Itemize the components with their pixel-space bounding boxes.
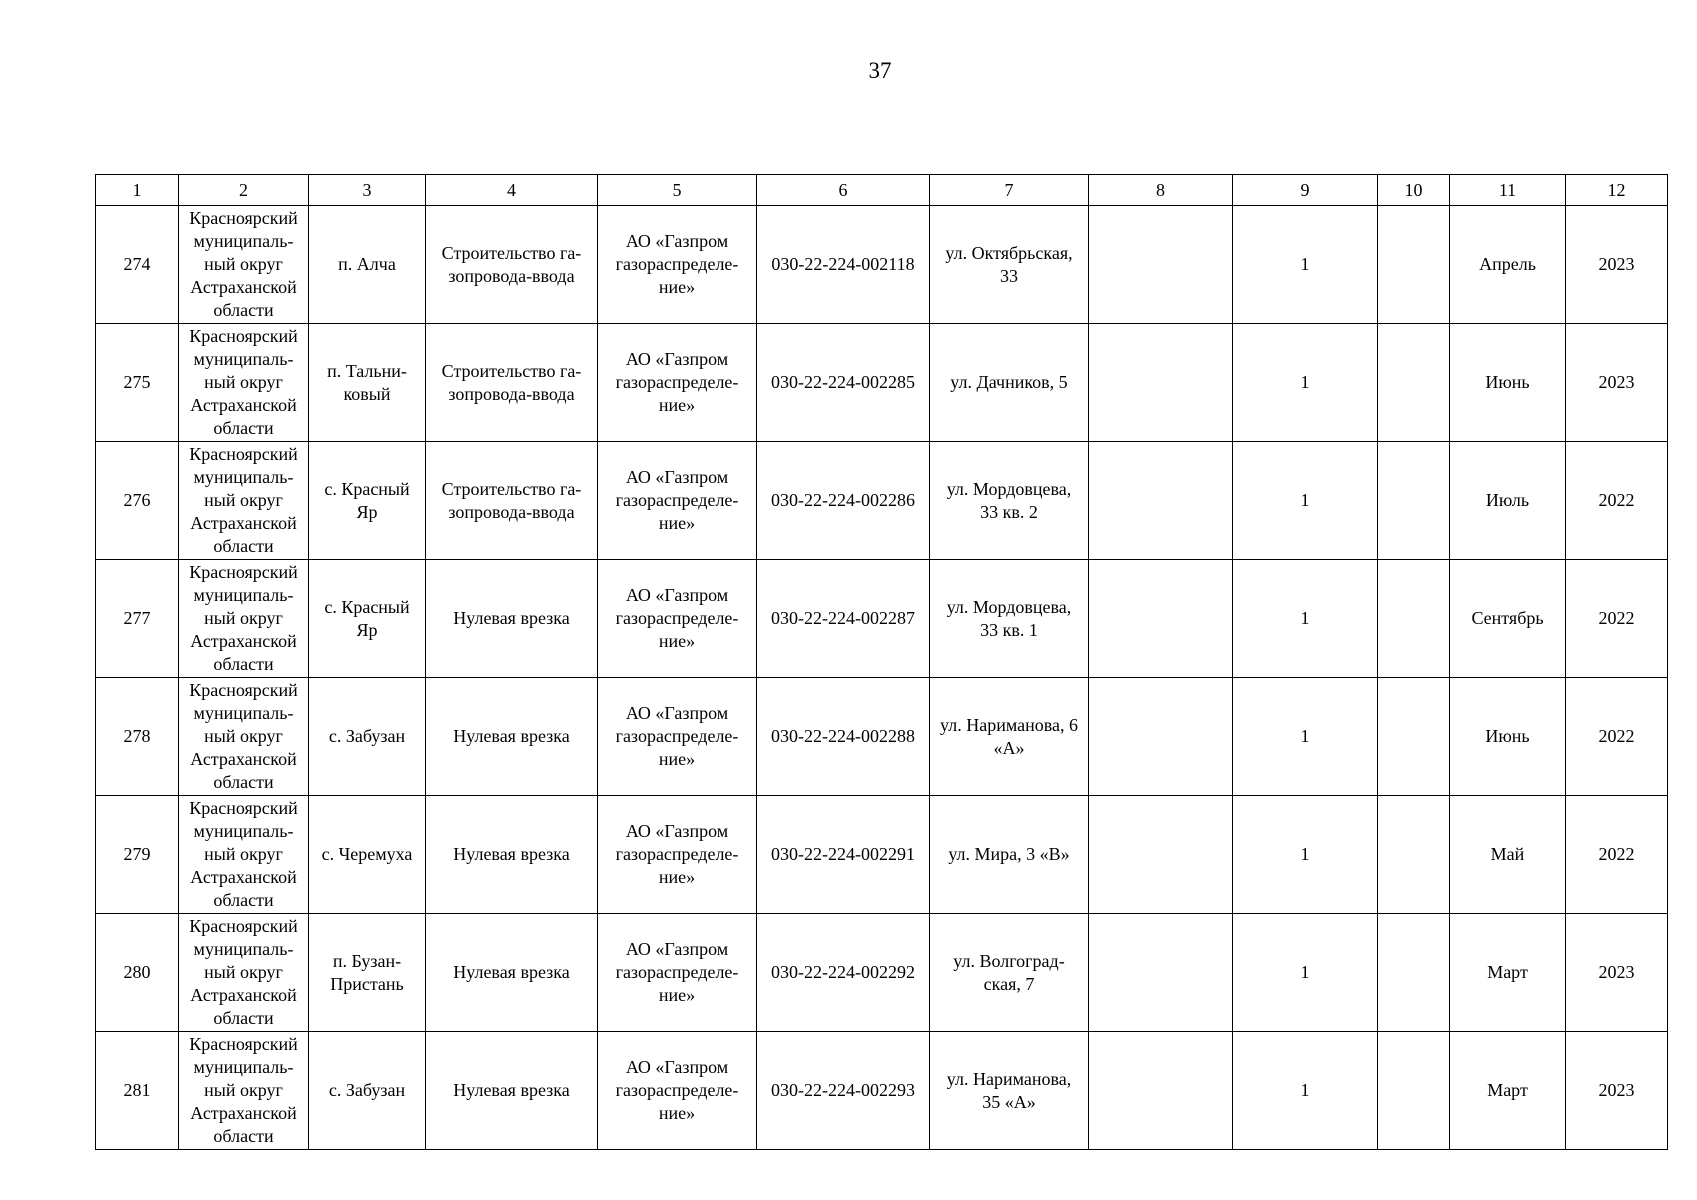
- cell-organization: [598, 442, 757, 560]
- cell-month: [1450, 442, 1566, 560]
- cell-organization: [598, 796, 757, 914]
- cell-organization: [598, 678, 757, 796]
- table-row: [96, 206, 1668, 324]
- header-cell-11: 11: [1450, 175, 1566, 206]
- cell-registry-number: [757, 560, 930, 678]
- cell-text: ул. Мордовцева, 33 кв. 1: [946, 596, 1072, 640]
- cell-text: Апрель: [1479, 254, 1536, 274]
- cell-text: 279: [123, 844, 151, 864]
- page-number: 37: [868, 58, 892, 83]
- cell-text: 030-22-224-002292: [771, 962, 915, 982]
- cell-text: 2022: [1598, 726, 1635, 746]
- cell-year: [1566, 560, 1668, 678]
- cell-settlement: [309, 324, 426, 442]
- cell-year: [1566, 206, 1668, 324]
- cell-quantity: [1233, 1032, 1378, 1150]
- cell-text: Нулевая врезка: [453, 844, 570, 864]
- cell-text: 030-22-224-002285: [771, 372, 915, 392]
- cell-quantity: [1233, 206, 1378, 324]
- cell-text: 2023: [1598, 254, 1635, 274]
- cell-column-8: [1089, 678, 1233, 796]
- cell-municipality: [179, 560, 309, 678]
- cell-quantity: [1233, 914, 1378, 1032]
- header-cell-12: 12: [1566, 175, 1668, 206]
- cell-row-number: [96, 914, 179, 1032]
- cell-registry-number: [757, 796, 930, 914]
- cell-text: ул. Мира, 3 «В»: [948, 844, 1070, 864]
- cell-row-number: [96, 206, 179, 324]
- cell-column-8: [1089, 914, 1233, 1032]
- cell-text: Сентябрь: [1471, 608, 1544, 628]
- cell-text: п. Тальни- ковый: [327, 360, 407, 404]
- cell-quantity: [1233, 324, 1378, 442]
- table-row: [96, 560, 1668, 678]
- cell-text: с. Забузан: [328, 726, 406, 746]
- table-row: [96, 796, 1668, 914]
- cell-address: [930, 914, 1089, 1032]
- cell-text: Март: [1487, 962, 1528, 982]
- cell-work-type: [426, 678, 598, 796]
- cell-address: [930, 678, 1089, 796]
- cell-address: [930, 442, 1089, 560]
- cell-month: [1450, 796, 1566, 914]
- cell-text: Июнь: [1485, 372, 1530, 392]
- cell-year: [1566, 914, 1668, 1032]
- cell-row-number: [96, 324, 179, 442]
- header-cell-10: 10: [1378, 175, 1450, 206]
- cell-text: Строительство га- зопровода-ввода: [441, 478, 582, 522]
- cell-text: Красноярский муниципаль- ный округ Астраханской области: [189, 562, 298, 674]
- cell-text: 1: [1300, 254, 1310, 274]
- cell-address: [930, 1032, 1089, 1150]
- cell-address: [930, 796, 1089, 914]
- cell-work-type: [426, 324, 598, 442]
- cell-organization: [598, 324, 757, 442]
- cell-row-number: [96, 1032, 179, 1150]
- cell-row-number: [96, 560, 179, 678]
- cell-text: 2022: [1598, 608, 1635, 628]
- cell-text: Строительство га- зопровода-ввода: [441, 242, 582, 286]
- cell-year: [1566, 796, 1668, 914]
- cell-text: 1: [1300, 372, 1310, 392]
- cell-text: Красноярский муниципаль- ный округ Астраханской области: [189, 680, 298, 792]
- cell-text: 030-22-224-002118: [771, 254, 915, 274]
- cell-municipality: [179, 1032, 309, 1150]
- cell-text: АО «Газпром газораспределе- ние»: [615, 467, 739, 533]
- cell-organization: [598, 914, 757, 1032]
- cell-month: [1450, 324, 1566, 442]
- cell-text: 030-22-224-002287: [771, 608, 915, 628]
- cell-month: [1450, 678, 1566, 796]
- cell-text: Май: [1490, 844, 1525, 864]
- cell-year: [1566, 678, 1668, 796]
- cell-text: с. Красный Яр: [324, 478, 410, 522]
- cell-registry-number: [757, 678, 930, 796]
- cell-text: 276: [123, 490, 151, 510]
- cell-municipality: [179, 324, 309, 442]
- cell-month: [1450, 1032, 1566, 1150]
- cell-column-10: [1378, 1032, 1450, 1150]
- cell-text: 1: [1300, 490, 1310, 510]
- table-row: [96, 442, 1668, 560]
- cell-text: Красноярский муниципаль- ный округ Астраханской области: [189, 208, 298, 320]
- header-row: [96, 175, 1668, 206]
- cell-text: Строительство га- зопровода-ввода: [441, 360, 582, 404]
- cell-municipality: [179, 914, 309, 1032]
- header-cell-9: 9: [1233, 175, 1378, 206]
- cell-column-10: [1378, 796, 1450, 914]
- cell-text: Нулевая врезка: [453, 1080, 570, 1100]
- header-cell-2: 2: [179, 175, 309, 206]
- cell-registry-number: [757, 914, 930, 1032]
- cell-text: 1: [1300, 1080, 1310, 1100]
- cell-text: Красноярский муниципаль- ный округ Астраханской области: [189, 798, 298, 910]
- cell-column-8: [1089, 324, 1233, 442]
- cell-text: 278: [123, 726, 151, 746]
- cell-text: 1: [1300, 844, 1310, 864]
- header-cell-3: 3: [309, 175, 426, 206]
- cell-text: ул. Мордовцева, 33 кв. 2: [946, 478, 1072, 522]
- cell-text: АО «Газпром газораспределе- ние»: [615, 585, 739, 651]
- cell-text: с. Забузан: [328, 1080, 406, 1100]
- cell-text: 2023: [1598, 372, 1635, 392]
- cell-text: 280: [123, 962, 151, 982]
- header-cell-1: 1: [96, 175, 179, 206]
- cell-text: 2022: [1598, 490, 1635, 510]
- cell-text: 274: [123, 254, 151, 274]
- cell-year: [1566, 1032, 1668, 1150]
- cell-settlement: [309, 206, 426, 324]
- cell-text: Нулевая врезка: [453, 608, 570, 628]
- cell-work-type: [426, 914, 598, 1032]
- cell-address: [930, 560, 1089, 678]
- cell-text: ул. Октябрьская, 33: [945, 242, 1073, 286]
- cell-text: Красноярский муниципаль- ный округ Астраханской области: [189, 916, 298, 1028]
- cell-settlement: [309, 1032, 426, 1150]
- cell-registry-number: [757, 442, 930, 560]
- cell-column-8: [1089, 796, 1233, 914]
- cell-text: 1: [1300, 962, 1310, 982]
- cell-organization: [598, 206, 757, 324]
- cell-text: Июнь: [1485, 726, 1530, 746]
- cell-work-type: [426, 206, 598, 324]
- cell-text: с. Красный Яр: [324, 596, 410, 640]
- cell-work-type: [426, 442, 598, 560]
- table-row: [96, 914, 1668, 1032]
- cell-settlement: [309, 678, 426, 796]
- cell-text: 281: [123, 1080, 151, 1100]
- cell-text: АО «Газпром газораспределе- ние»: [615, 821, 739, 887]
- cell-text: Красноярский муниципаль- ный округ Астраханской области: [189, 444, 298, 556]
- data-table: [95, 174, 1668, 1150]
- cell-settlement: [309, 914, 426, 1032]
- header-cell-7: 7: [930, 175, 1089, 206]
- cell-text: Март: [1487, 1080, 1528, 1100]
- cell-text: АО «Газпром газораспределе- ние»: [615, 231, 739, 297]
- cell-settlement: [309, 560, 426, 678]
- cell-text: ул. Волгоград- ская, 7: [953, 950, 1065, 994]
- cell-text: Нулевая врезка: [453, 726, 570, 746]
- cell-quantity: [1233, 560, 1378, 678]
- cell-quantity: [1233, 442, 1378, 560]
- cell-settlement: [309, 442, 426, 560]
- cell-month: [1450, 560, 1566, 678]
- cell-registry-number: [757, 206, 930, 324]
- header-cell-8: 8: [1089, 175, 1233, 206]
- cell-column-10: [1378, 206, 1450, 324]
- cell-year: [1566, 324, 1668, 442]
- cell-quantity: [1233, 796, 1378, 914]
- cell-municipality: [179, 442, 309, 560]
- cell-column-10: [1378, 914, 1450, 1032]
- cell-column-10: [1378, 678, 1450, 796]
- table-header: [96, 175, 1668, 206]
- cell-text: 030-22-224-002286: [771, 490, 915, 510]
- cell-text: 1: [1300, 726, 1310, 746]
- cell-text: АО «Газпром газораспределе- ние»: [615, 1057, 739, 1123]
- cell-municipality: [179, 206, 309, 324]
- cell-municipality: [179, 796, 309, 914]
- cell-text: ул. Нариманова, 35 «А»: [946, 1068, 1072, 1112]
- cell-row-number: [96, 796, 179, 914]
- cell-column-8: [1089, 560, 1233, 678]
- header-cell-5: 5: [598, 175, 757, 206]
- cell-text: ул. Дачников, 5: [950, 372, 1068, 392]
- header-cell-6: 6: [757, 175, 930, 206]
- cell-municipality: [179, 678, 309, 796]
- table-row: [96, 678, 1668, 796]
- cell-text: Красноярский муниципаль- ный округ Астраханской области: [189, 1034, 298, 1146]
- cell-text: 2023: [1598, 1080, 1635, 1100]
- cell-column-10: [1378, 560, 1450, 678]
- cell-column-8: [1089, 442, 1233, 560]
- cell-text: 030-22-224-002288: [771, 726, 915, 746]
- cell-column-10: [1378, 442, 1450, 560]
- header-cell-4: 4: [426, 175, 598, 206]
- cell-text: п. Алча: [338, 254, 396, 274]
- cell-address: [930, 206, 1089, 324]
- cell-year: [1566, 442, 1668, 560]
- cell-text: Красноярский муниципаль- ный округ Астраханской области: [189, 326, 298, 438]
- cell-row-number: [96, 442, 179, 560]
- table-row: [96, 324, 1668, 442]
- cell-text: Июль: [1485, 490, 1530, 510]
- cell-text: 030-22-224-002293: [771, 1080, 915, 1100]
- cell-text: АО «Газпром газораспределе- ние»: [615, 703, 739, 769]
- cell-registry-number: [757, 1032, 930, 1150]
- cell-text: Нулевая врезка: [453, 962, 570, 982]
- cell-text: 2022: [1598, 844, 1635, 864]
- cell-row-number: [96, 678, 179, 796]
- cell-month: [1450, 206, 1566, 324]
- cell-text: 1: [1300, 608, 1310, 628]
- cell-quantity: [1233, 678, 1378, 796]
- cell-column-8: [1089, 206, 1233, 324]
- cell-text: п. Бузан- Пристань: [330, 950, 404, 994]
- cell-work-type: [426, 560, 598, 678]
- table-body: [96, 206, 1668, 1150]
- cell-organization: [598, 1032, 757, 1150]
- cell-address: [930, 324, 1089, 442]
- cell-settlement: [309, 796, 426, 914]
- cell-column-8: [1089, 1032, 1233, 1150]
- cell-text: с. Черемуха: [321, 844, 413, 864]
- table-row: [96, 1032, 1668, 1150]
- cell-text: 2023: [1598, 962, 1635, 982]
- cell-text: АО «Газпром газораспределе- ние»: [615, 349, 739, 415]
- cell-work-type: [426, 1032, 598, 1150]
- cell-text: 277: [123, 608, 151, 628]
- cell-text: ул. Нариманова, 6 «А»: [940, 714, 1078, 758]
- cell-text: 030-22-224-002291: [771, 844, 915, 864]
- cell-organization: [598, 560, 757, 678]
- cell-column-10: [1378, 324, 1450, 442]
- cell-text: АО «Газпром газораспределе- ние»: [615, 939, 739, 1005]
- cell-text: 275: [123, 372, 151, 392]
- cell-month: [1450, 914, 1566, 1032]
- cell-work-type: [426, 796, 598, 914]
- cell-registry-number: [757, 324, 930, 442]
